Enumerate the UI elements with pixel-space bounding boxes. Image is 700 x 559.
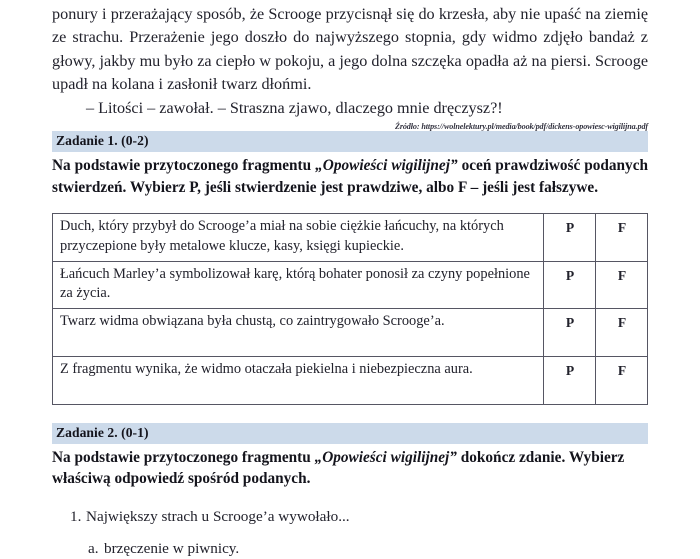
statement-cell: Twarz widma obwiązana była chustą, co zaintrygowało Scrooge’a. xyxy=(53,308,544,356)
list-item-answer[interactable] xyxy=(52,538,648,559)
passage-dialogue: – Litości – zawołał. – Straszna zjawo, dlaczego mnie dręczysz?! xyxy=(86,98,503,117)
task-2-instruction-title: „Opowieści wigilijnej” xyxy=(314,448,457,466)
table-row xyxy=(53,356,648,404)
question-text: Największy strach u Scrooge’a wywołało... xyxy=(86,507,350,525)
task-1-instruction xyxy=(52,155,648,198)
reading-passage xyxy=(52,0,648,120)
choice-false[interactable]: F xyxy=(596,214,648,261)
task-2-instruction xyxy=(52,447,648,490)
true-false-table xyxy=(52,213,648,404)
choice-true[interactable]: P xyxy=(544,356,596,404)
task-2-instruction-part1: Na podstawie przytoczonego fragmentu xyxy=(52,448,315,466)
task-1-instruction-part1: Na podstawie przytoczonego fragmentu xyxy=(52,157,316,175)
section-spacer xyxy=(52,405,648,423)
task-2-instruction-part2: dokończ zdanie. Wybierz właściwą odpowiedź spośród podanych. xyxy=(52,448,625,488)
question-marker: 1. xyxy=(70,507,82,525)
choice-true[interactable]: P xyxy=(544,261,596,308)
task-2-band: Zadanie 2. (0-1) xyxy=(52,423,648,444)
statement-cell: Duch, który przybył do Scrooge’a miał na sobie ciężkie łańcuchy, na których przyczepione były metalowe klucze, kasy, księgi kupieckie. xyxy=(53,214,544,261)
statement-cell: Z fragmentu wynika, że widmo otaczała piekielna i niebezpieczna aura. xyxy=(53,356,544,404)
choice-false[interactable]: F xyxy=(596,356,648,404)
passage-paragraph: ponury i przerażający sposób, że Scrooge przycisnął się do krzesła, aby nie upaść na ziemię ze strachu. Przerażenie jego doszło do najwyższego stopnia, gdy widmo zdjęło bandaż z głowy, jakby mu było za ciepło w pokoju, a jego dolna szczęka opadła aż na piersi. Scrooge upadł na kolana i zasłonił twarz dłońmi. xyxy=(52,5,648,94)
answer-marker: a. xyxy=(88,539,99,557)
choice-true[interactable]: P xyxy=(544,308,596,356)
answer-text: brzęczenie w piwnicy. xyxy=(104,539,240,557)
task-1-instruction-part2: oceń prawdziwość podanych stwierdzeń. Wybierz P, jeśli stwierdzenie jest prawdziwe, albo F – jeśli jest fałszywe. xyxy=(52,157,648,196)
task-1-band: Zadanie 1. (0-2) xyxy=(52,131,648,152)
statement-cell: Łańcuch Marley’a symbolizował karę, którą bohater ponosił za czyny popełnione za życia. xyxy=(53,261,544,308)
table-row xyxy=(53,308,648,356)
choice-true[interactable]: P xyxy=(544,214,596,261)
source-citation: Źródło: https://wolnelektury.pl/media/book/pdf/dickens-opowiesc-wigilijna.pdf xyxy=(394,122,648,132)
choice-false[interactable]: F xyxy=(596,261,648,308)
table-row xyxy=(53,261,648,308)
table-row xyxy=(53,214,648,261)
list-item-question xyxy=(52,506,648,527)
task-2-answer-list xyxy=(52,506,648,559)
choice-false[interactable]: F xyxy=(596,308,648,356)
task-1-instruction-title: „Opowieści wigilijnej” xyxy=(315,157,458,175)
